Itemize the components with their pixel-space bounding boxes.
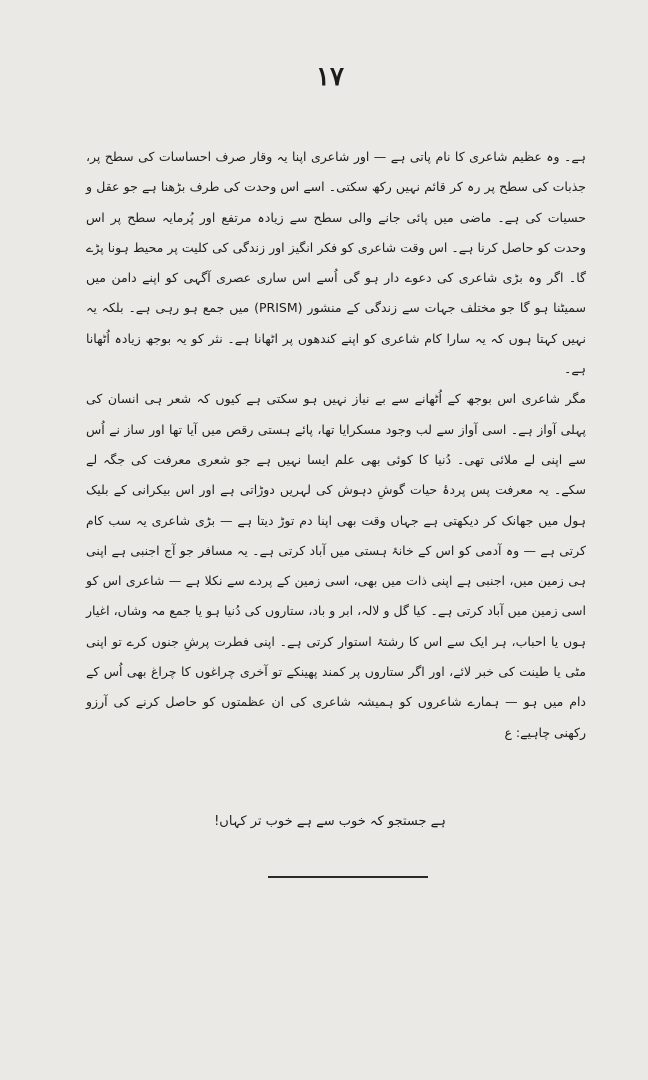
body-text — [86, 142, 586, 748]
paragraph: ہے۔ وہ عظیم شاعری کا نام پاتی ہے — اور شاعری اپنا یہ وقار صرف احساسات کی سطح پر، جذبات کی سطح پر رہ کر قائم نہیں رکھ سکتی۔ اسے اس وحدت کی طرف بڑھنا ہے جو عقل و حسیات کی ہے۔ ماضی میں پائی جانے والی سطح سے زیادہ مرتفع اور پُرمایہ سطح پر اس وحدت کو حاصل کرنا ہے۔ اس وقت شاعری کو فکر انگیز اور زندگی کی کلیت پر محیط ہونا پڑے گا۔ اگر وہ بڑی شاعری کی دعوے دار ہو گی اُسے اس ساری عصری آگہی کو اپنے دامن میں سمیٹنا ہو گا جو مختلف جہات سے زندگی کے منشور (PRISM) میں جمع ہو رہی ہے۔ بلکہ یہ نہیں کہتا ہوں کہ یہ سارا کام شاعری کو اپنے کندھوں پر اٹھانا ہے۔ نثر کو یہ بوجھ زیادہ اُٹھانا ہے۔ — [86, 149, 586, 377]
page-number: ۱۷ — [316, 62, 344, 92]
paragraph: مگر شاعری اس بوجھ کے اُٹھانے سے بے نیاز نہیں ہو سکتی ہے کیوں کہ شعر ہی انسان کی پہلی آواز ہے۔ اسی آواز سے لب وجود مسکرایا تھا، پائے ہستی رقص میں آیا تھا اور ساز نے اُس سے اپنی لے ملائی تھی۔ دُنیا کا کوئی بھی علم ایسا نہیں ہے جو شعری معرفت کی جگہ لے سکے۔ یہ معرفت پس پردۂ حیات گوشِ دہوش کی لہریں دوڑاتی ہے اور اس بیکرانی کے بلیک ہول میں جھانک کر دیکھتی ہے جہاں وقت بھی اپنا دم توڑ دیتا ہے — بڑی شاعری یہ سب کام کرتی ہے — وہ آدمی کو اس کے خانۂ ہستی میں آباد کرتی ہے۔ یہ مسافر جو آج اجنبی ہے اپنی ہی زمین میں، اجنبی ہے اپنی ذات میں بھی، اسی زمین کے پردے سے نکلا ہے — شاعری اس کو اسی زمین میں آباد کرتی ہے۔ کیا گل و لالہ، ابر و باد، ستاروں کی دُنیا ہو یا جمع مہ وشاں، اغیار ہوں یا احباب، ہر ایک سے اس کا رشتۂ استوار کرتی ہے۔ اپنی فطرت پرشِ جنوں کرے تو اپنی مٹی یا طینت کی خبر لائے، اور اگر ستاروں پر کمند پھینکے تو آخری چراغوں کا چراغ بھی اُس کے دام میں ہو — ہمارے شاعروں کو ہمیشہ شاعری کی ان عظمتوں کو حاصل کرنے کی آرزو رکھنی چاہیے: ع — [86, 391, 586, 740]
section-divider — [268, 876, 428, 878]
verse-line: ہے جستجو کہ خوب سے ہے خوب تر کہاں! — [214, 814, 446, 829]
